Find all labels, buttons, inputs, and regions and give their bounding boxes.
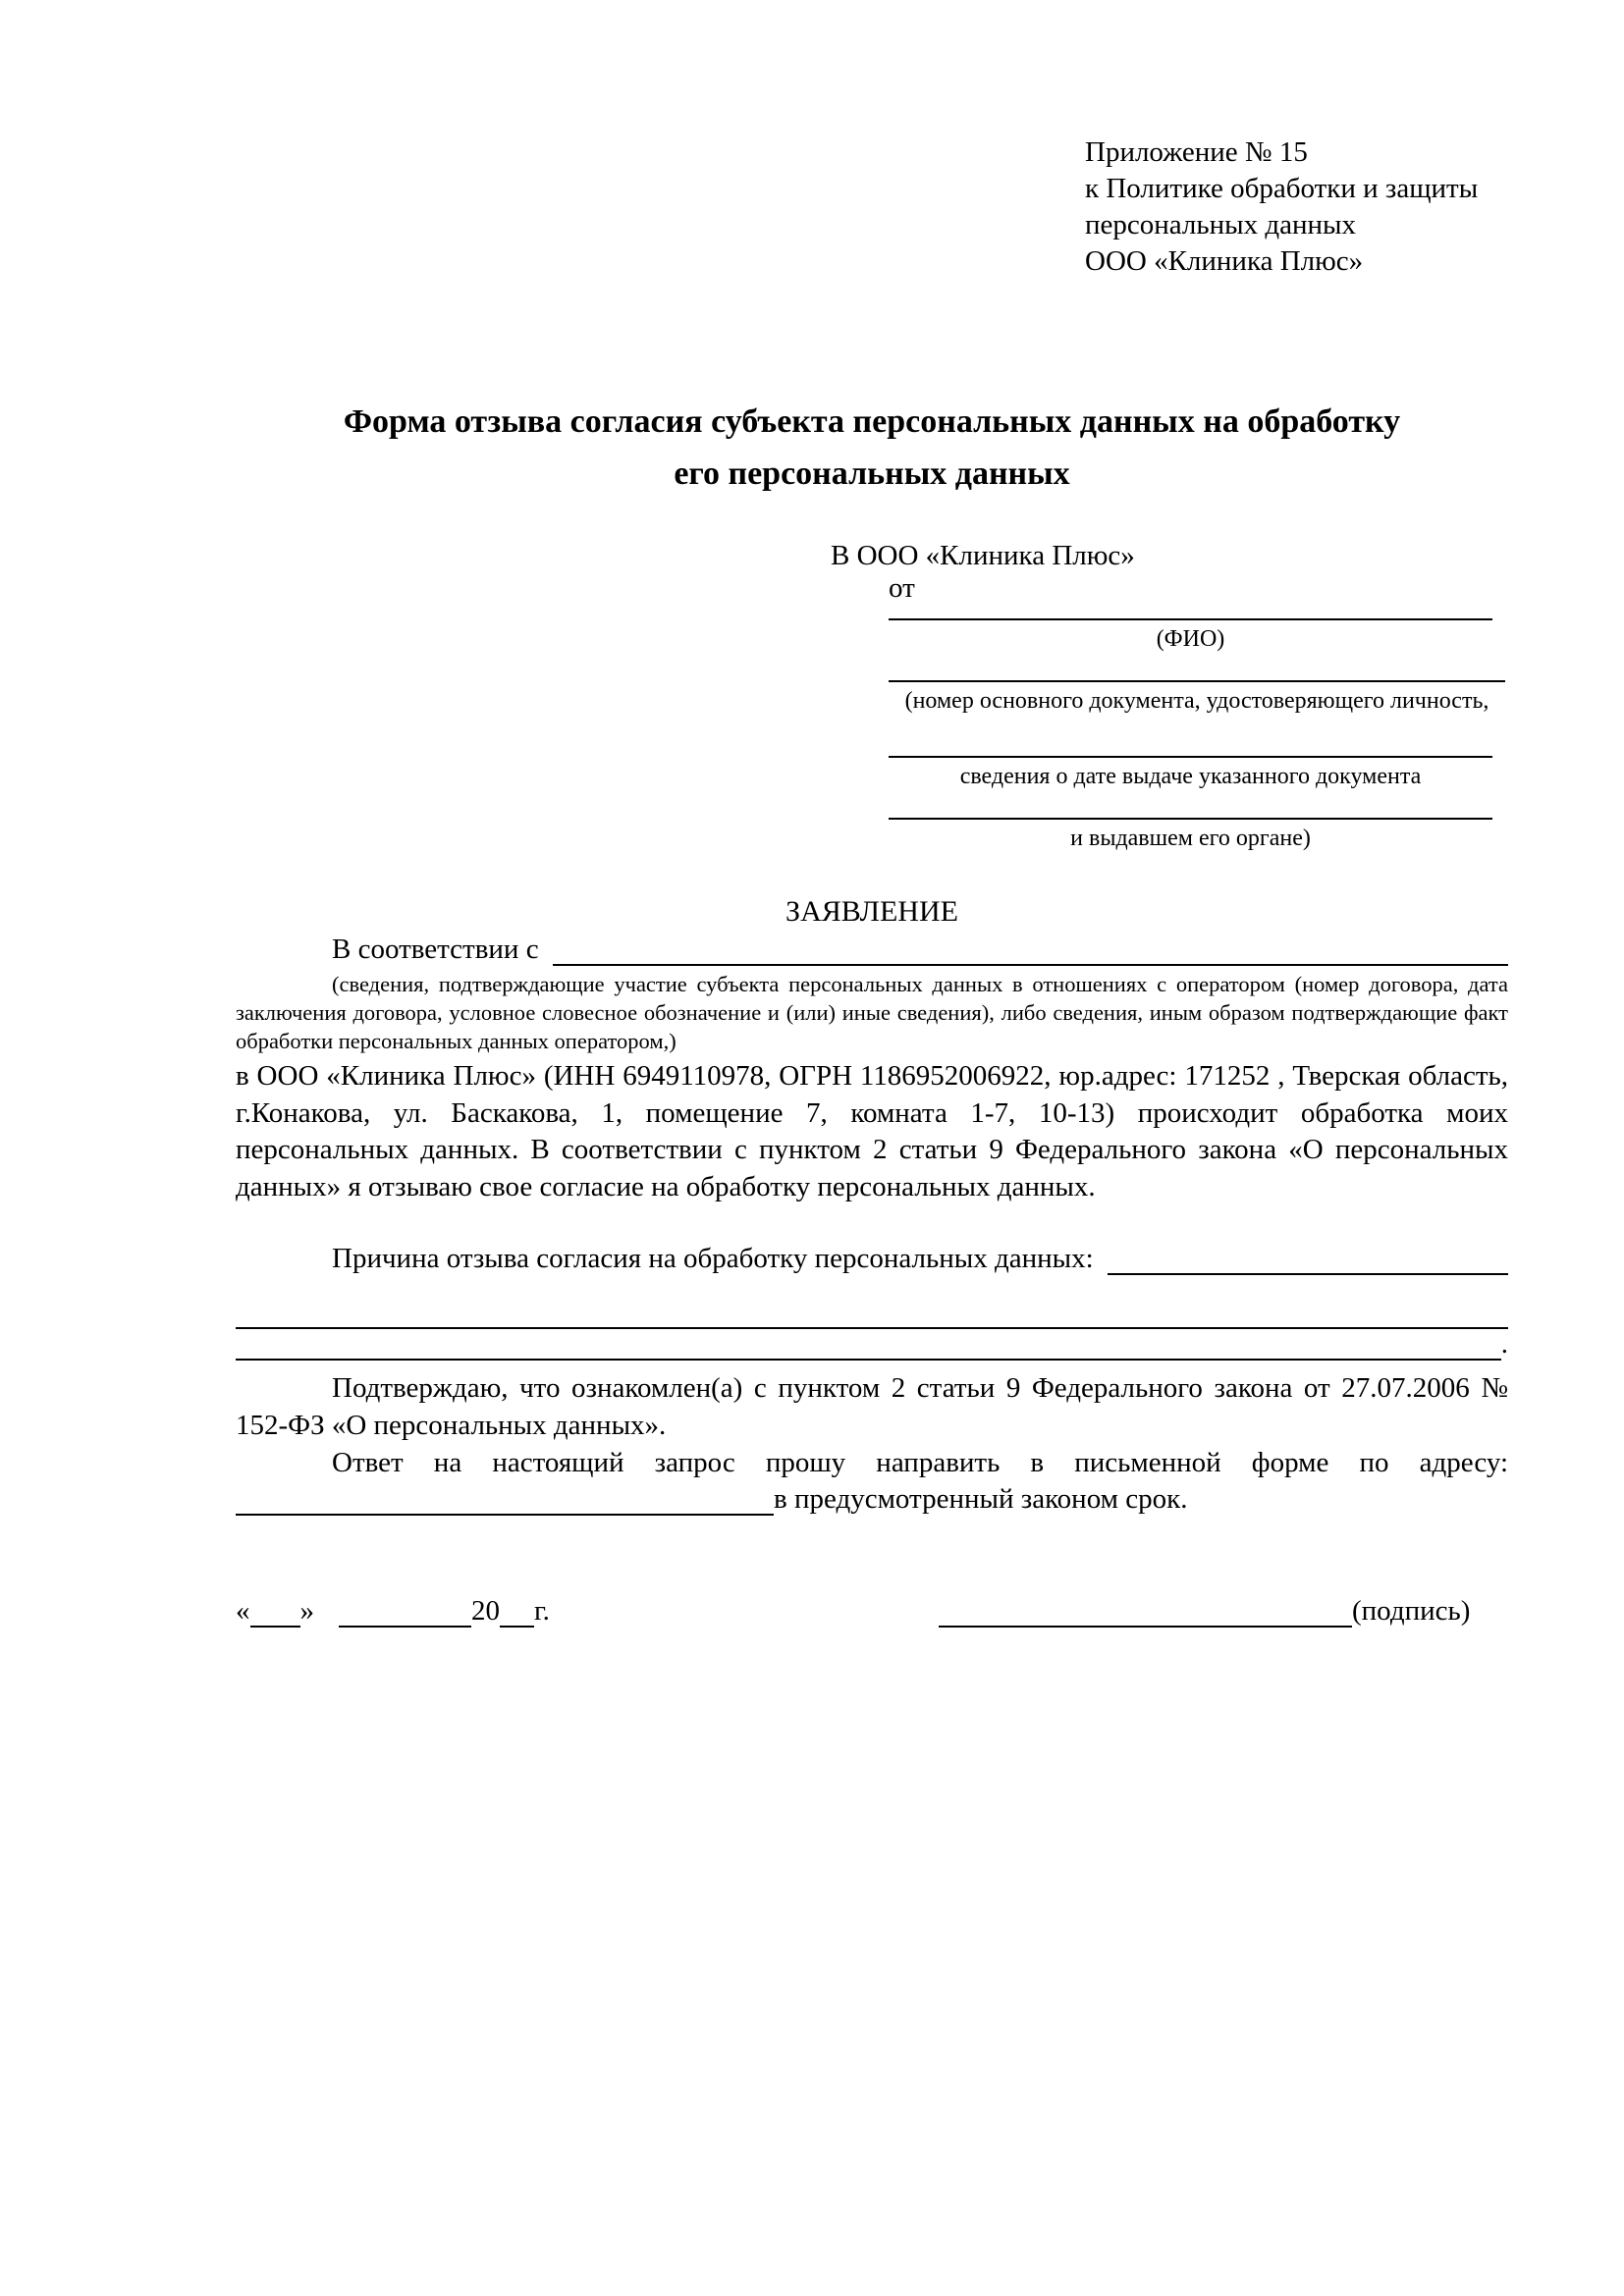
date-group (236, 1592, 550, 1628)
document-title-line: Форма отзыва согласия субъекта персональных данных на обработку (343, 403, 1401, 440)
reply-address-blank-line[interactable] (236, 1484, 774, 1516)
signature-group (939, 1592, 1470, 1628)
year-suffix: г. (534, 1595, 550, 1627)
statement-heading: ЗАЯВЛЕНИЕ (785, 895, 958, 928)
reason-blank-line-3[interactable] (236, 1359, 1501, 1361)
issue-date-field-label: сведения о дате выдаче указанного документа (959, 764, 1422, 789)
intro-prefix: В соответствии с (332, 934, 539, 965)
basis-blank-line[interactable] (553, 964, 1508, 966)
signature-label: (подпись) (1352, 1595, 1471, 1627)
document-number-field-label: (номер основного документа, удостоверяющего личность, (904, 688, 1489, 714)
reason-blank-line[interactable] (1108, 1273, 1508, 1275)
signature-blank-line[interactable] (939, 1596, 1352, 1628)
fio-field-label: (ФИО) (1156, 626, 1225, 652)
date-year-blank[interactable] (500, 1596, 534, 1628)
reason-row (236, 1240, 1508, 1275)
addressee-from-label: от (889, 572, 915, 604)
document-title (236, 396, 1508, 500)
reply-request-line: Ответ на настоящий запрос прошу направить в письменной форме по адресу: (332, 1447, 1508, 1478)
blank-line-terminator: . (1500, 1328, 1508, 1360)
reply-address-row (236, 1482, 1508, 1516)
addressee-to: В ООО «Клиника Плюс» (831, 540, 1135, 571)
issuing-authority-field-label: и выдавшем его органе) (1070, 826, 1311, 851)
issuing-authority-blank-line[interactable] (889, 818, 1492, 820)
appendix-header-line: персональных данных (1085, 209, 1357, 240)
issue-date-blank-line[interactable] (889, 756, 1492, 758)
appendix-header (1085, 134, 1478, 280)
fio-blank-line[interactable] (889, 618, 1492, 620)
statement-body: в ООО «Клиника Плюс» (ИНН 6949110978, ОГРН 1186952006922, юр.адрес: 171252 , Тверская область, г.Конакова, ул. Баскакова, 1, помещение 7, комната 1-7, 10-13) происходит обработка моих персональных данных. В соответствии с пунктом 2 статьи 9 Федерального закона «О персональных данных» я отзываю свое согласие на обработку персональных данных. (236, 1060, 1508, 1202)
document-title-line: его персональных данных (674, 455, 1070, 492)
document-number-blank-line[interactable] (889, 680, 1505, 682)
date-day-blank[interactable] (250, 1596, 300, 1628)
confirmation-paragraph: Подтверждаю, что ознакомлен(а) с пунктом 2 статьи 9 Федерального закона от 27.07.2006 № 152-ФЗ «О персональных данных». (236, 1372, 1508, 1441)
year-prefix: 20 (471, 1595, 500, 1627)
basis-footnote: (сведения, подтверждающие участие субъекта персональных данных в отношениях с оператором (номер договора, дата заключения договора, условное словесное обозначение и (или) иные сведения), либо сведения, иным образом подтверждающие факт обработки персональных данных оператором,) (236, 972, 1508, 1053)
date-month-blank[interactable] (339, 1596, 471, 1628)
reason-blank-line-2[interactable] (236, 1294, 1508, 1329)
date-open-quote: « (236, 1595, 250, 1627)
appendix-header-line: ООО «Клиника Плюс» (1085, 245, 1364, 277)
reason-blank-row-3 (236, 1327, 1508, 1361)
appendix-header-line: Приложение № 15 (1085, 136, 1308, 168)
reply-suffix: в предусмотренный законом срок. (774, 1483, 1188, 1515)
reason-prefix: Причина отзыва согласия на обработку персональных данных: (332, 1243, 1094, 1274)
appendix-header-line: к Политике обработки и защиты (1085, 173, 1479, 204)
date-close-quote: » (299, 1595, 314, 1627)
intro-row (236, 933, 1508, 966)
